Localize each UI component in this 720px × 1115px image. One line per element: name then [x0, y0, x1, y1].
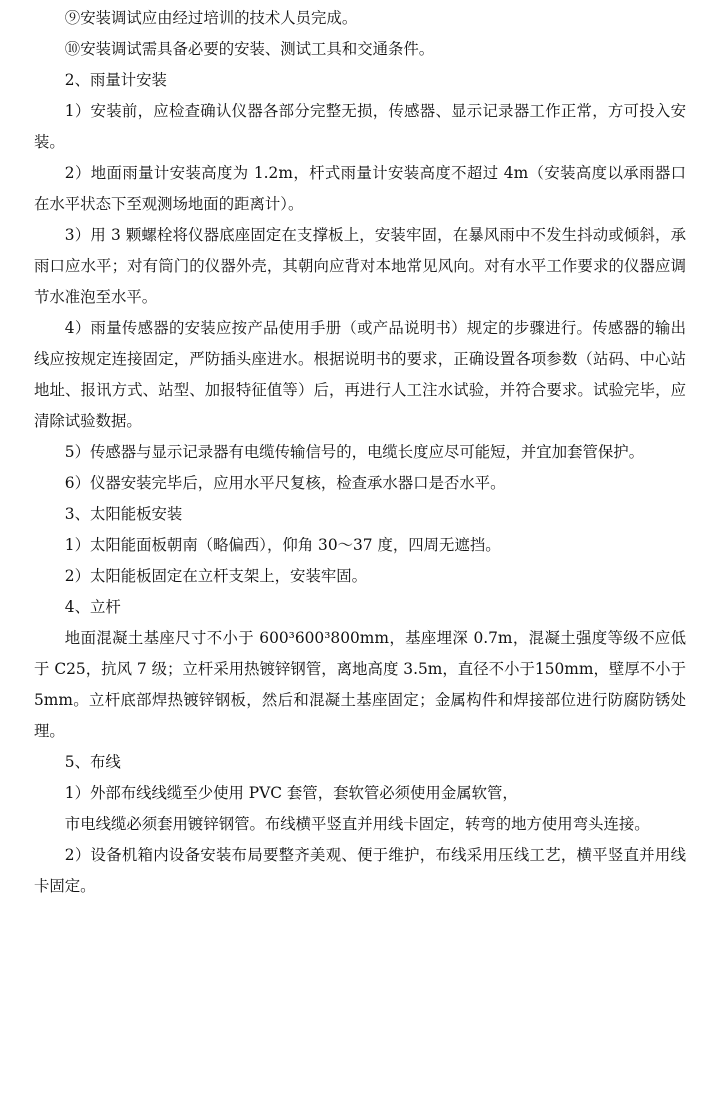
solar-panel-item-2: 2）太阳能板固定在立杆支架上，安装牢固。 [64, 567, 368, 585]
rain-gauge-item-2: 2）地面雨量计安装高度为 1.2m，杆式雨量计安装高度不超过 4m（安装高度以承雨器口在水平状态下至观测场地面的距离计）。 [34, 164, 686, 213]
section-heading-rain-gauge: 2、雨量计安装 [64, 71, 167, 89]
rain-gauge-item-6: 6）仪器安装完毕后，应用水平尺复核，检查承水器口是否水平。 [64, 474, 506, 492]
list-item-9: ⑨安装调试应由经过培训的技术人员完成。 [64, 9, 358, 27]
section-heading-wiring: 5、布线 [64, 753, 121, 771]
rain-gauge-item-3: 3）用 3 颗螺栓将仪器底座固定在支撑板上，安装牢固，在暴风雨中不发生抖动或倾斜，承雨口应水平；对有筒门的仪器外壳，其朝向应背对本地常见风向。对有水平工作要求的仪器应调节水准泡至水平。 [34, 226, 686, 306]
solar-panel-item-1: 1）太阳能面板朝南（略偏西），仰角 30～37 度，四周无遮挡。 [64, 536, 501, 554]
list-item-10: ⑩安装调试需具备必要的安装、测试工具和交通条件。 [64, 40, 435, 58]
wiring-item-1: 1）外部布线线缆至少使用 PVC 套管，套软管必须使用金属软管， [64, 784, 518, 802]
rain-gauge-item-5: 5）传感器与显示记录器有电缆传输信号的，电缆长度应尽可能短，并宜加套管保护。 [64, 443, 645, 461]
pole-paragraph: 地面混凝土基座尺寸不小于 600³600³800mm，基座埋深 0.7m，混凝土强度等级不应低于 C25，抗风 7 级；立杆采用热镀锌钢管，离地高度 3.5m，直径不小于150mm，壁厚不小于 5mm。立杆底部焊热镀锌钢板，然后和混凝土基座固定；金属构件和焊接部位进行防腐防锈处理。 [34, 629, 686, 740]
wiring-item-1-continued: 市电线缆必须套用镀锌钢管。布线横平竖直并用线卡固定，转弯的地方使用弯头连接。 [64, 815, 650, 833]
section-heading-solar-panel: 3、太阳能板安装 [64, 505, 183, 523]
rain-gauge-item-1: 1）安装前，应检查确认仪器各部分完整无损，传感器、显示记录器工作正常，方可投入安装。 [34, 102, 686, 151]
wiring-item-2: 2）设备机箱内设备安装布局要整齐美观、便于维护，布线采用压线工艺，横平竖直并用线卡固定。 [34, 846, 686, 895]
section-heading-pole: 4、立杆 [64, 598, 121, 616]
rain-gauge-item-4: 4）雨量传感器的安装应按产品使用手册（或产品说明书）规定的步骤进行。传感器的输出线应按规定连接固定，严防插头座进水。根据说明书的要求，正确设置各项参数（站码、中心站地址、报讯方式、站型、加报特征值等）后，再进行人工注水试验，并符合要求。试验完毕，应清除试验数据。 [34, 319, 686, 430]
